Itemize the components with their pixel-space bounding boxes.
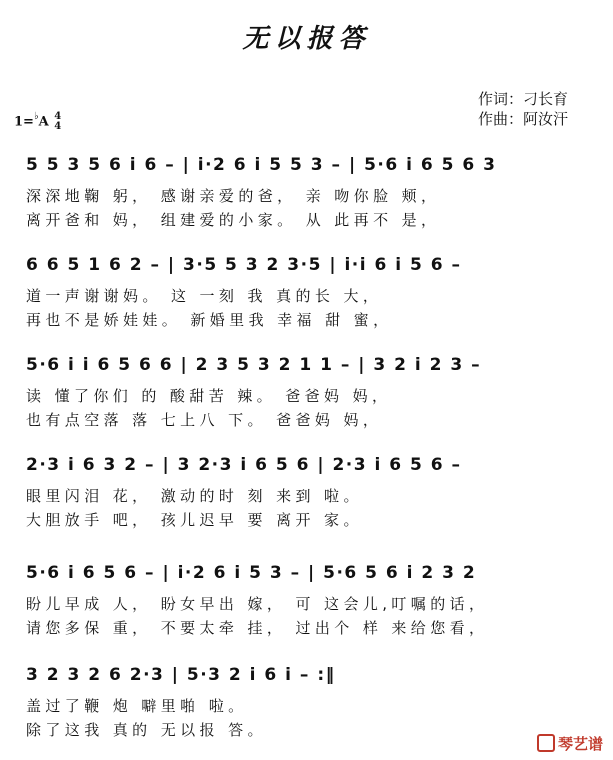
notation-row: 6 6 5 1 6 2 – | 3·5 5 3 2 3·5 | i·i 6 i 5 6 – [26,255,462,275]
staff-line-1 [0,150,613,262]
lyric-verse-1: 眼里闪泪 花， 激动的时 刻 来到 啦。 [26,487,363,505]
staff-line-2 [0,250,613,362]
notation-row: 5·6 i 6 5 6 – | i·2 6 i 5 3 – | 5·6 5 6 i 2 3 2 [26,563,477,583]
logo-icon [537,734,555,752]
key-note: A [38,114,49,130]
staff-line-6 [0,660,613,760]
notation-row: 5·6 i i 6 5 6 6 | 2 3 5 3 2 1 1 – | 3 2 i 2 3 – [26,355,482,375]
key-tonic: 1= [14,114,34,130]
staff-line-5 [0,558,613,670]
lyric-verse-1: 道一声谢谢妈。 这 一刻 我 真的长 大， [26,287,383,305]
composer-credit: 作曲：阿汝汗 [478,110,569,128]
key-signature [14,112,61,132]
watermark-logo [537,733,603,754]
notation-row: 5 5 3 5 6 i 6 – | i·2 6 i 5 5 3 – | 5·6 i 6 5 6 3 [26,155,497,175]
lyric-verse-2: 离开爸和 妈， 组建爱的小家。 从 此再不 是， [26,211,441,229]
time-bottom: 4 [54,121,62,132]
notation-row: 3 2 3 2 6 2·3 | 5·3 2 i 6 i – :‖ [26,665,336,685]
notation-row: 2·3 i 6 3 2 – | 3 2·3 i 6 5 6 | 2·3 i 6 5 6 – [26,455,462,475]
lyric-verse-2: 请您多保 重， 不要太牵 挂， 过出个 样 来给您看， [26,619,489,637]
time-signature [54,112,61,132]
lyric-verse-2: 大胆放手 吧， 孩儿迟早 要 离开 家。 [26,511,363,529]
staff-line-4 [0,450,613,562]
song-title: 无以报答 [242,24,371,54]
lyric-verse-2: 也有点空落 落 七上八 下。 爸爸妈 妈， [26,411,383,429]
lyric-verse-1: 深深地鞠 躬， 感谢亲爱的爸， 亲 吻你脸 颊， [26,187,441,205]
watermark-text: 琴艺谱 [557,735,603,753]
staff-line-3 [0,350,613,462]
time-top: 4 [54,111,62,122]
lyricist-credit: 作词：刁长育 [478,90,569,108]
flat-sign: ♭ [33,110,39,122]
lyric-verse-2: 除了这我 真的 无以报 答。 [26,721,267,739]
lyric-verse-1: 读 懂了你们 的 酸甜苦 辣。 爸爸妈 妈， [26,387,392,405]
lyric-verse-1: 盖过了鞭 炮 噼里啪 啦。 [26,697,248,715]
lyric-verse-1: 盼儿早成 人， 盼女早出 嫁， 可 这会儿,叮嘱的话， [26,595,489,613]
lyric-verse-2: 再也不是娇娃娃。 新婚里我 幸福 甜 蜜， [26,311,393,329]
